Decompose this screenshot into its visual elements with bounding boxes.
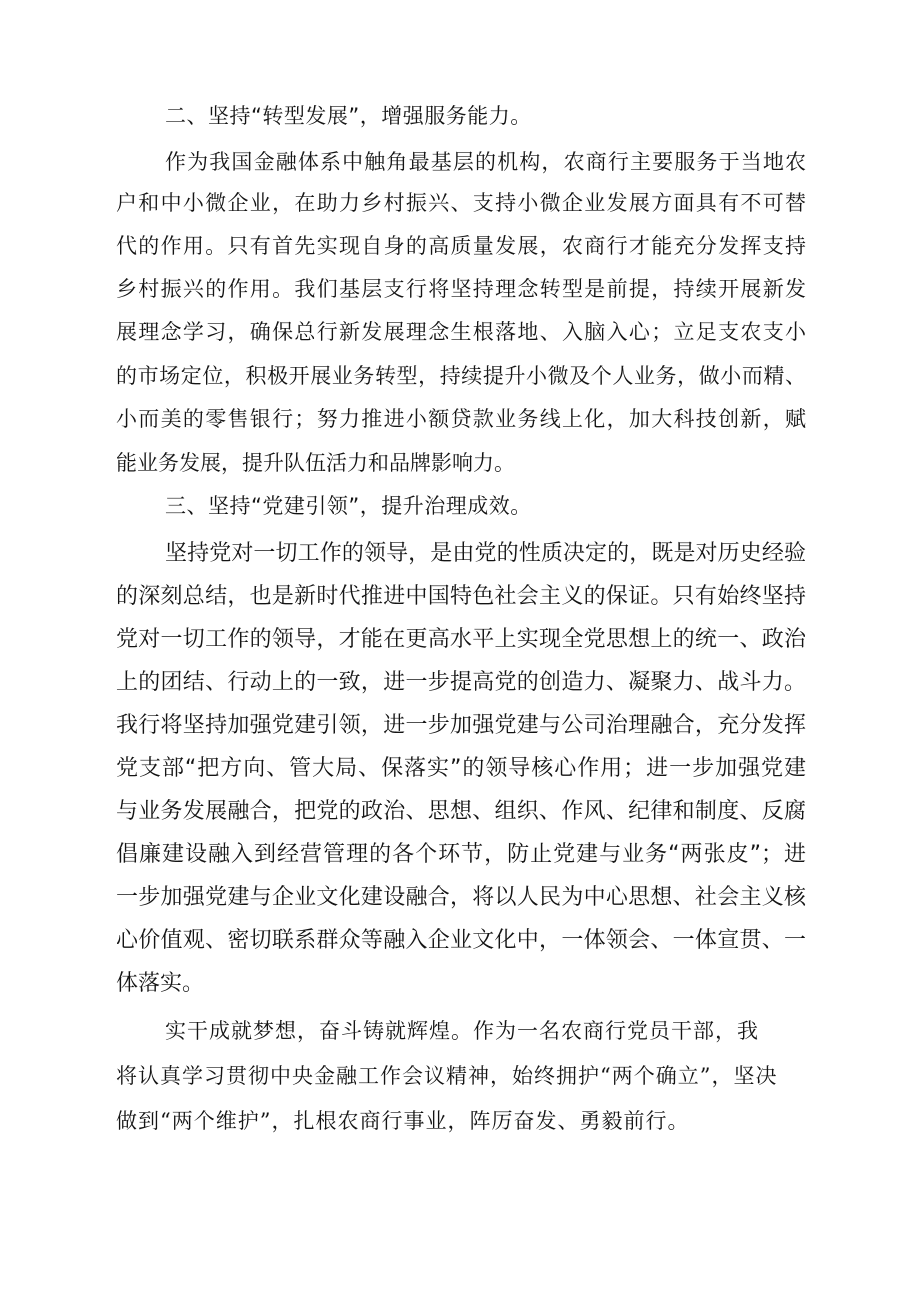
paragraph-line: 的市场定位，积极开展业务转型，持续提升小微及个人业务，做小而精、 bbox=[116, 364, 806, 388]
section-3-heading: 三、坚持“党建引领”，提升治理成效。 bbox=[165, 494, 532, 518]
paragraph-line: 小而美的零售银行；努力推进小额贷款业务线上化，加大科技创新，赋 bbox=[116, 407, 806, 431]
closing-line: 做到“两个维护”，扎根农商行事业，阵厉奋发、勇毅前行。 bbox=[116, 1109, 690, 1133]
paragraph-line: 一步加强党建与企业文化建设融合，将以人民为中心思想、社会主义核 bbox=[116, 885, 806, 910]
paragraph-line: 代的作用。只有首先实现自身的高质量发展，农商行才能充分发挥支持 bbox=[116, 234, 806, 258]
section-2-heading: 二、坚持“转型发展”，增强服务能力。 bbox=[165, 104, 532, 128]
paragraph-line: 我行将坚持加强党建引领，进一步加强党建与公司治理融合，充分发挥 bbox=[116, 713, 806, 738]
paragraph-line: 户和中小微企业，在助力乡村振兴、支持小微企业发展方面具有不可替 bbox=[116, 191, 806, 215]
paragraph-line: 坚持党对一切工作的领导，是由党的性质决定的，既是对历史经验 bbox=[165, 541, 806, 566]
paragraph-line: 展理念学习，确保总行新发展理念生根落地、入脑入心；立足支农支小 bbox=[116, 320, 806, 344]
paragraph-line: 党对一切工作的领导，才能在更高水平上实现全党思想上的统一、政治 bbox=[116, 627, 806, 652]
closing-line: 将认真学习贯彻中央金融工作会议精神，始终拥护“两个确立”，坚决 bbox=[116, 1064, 778, 1088]
paragraph-line: 能业务发展，提升队伍活力和品牌影响力。 bbox=[116, 451, 515, 475]
paragraph-line: 与业务发展融合，把党的政治、思想、组织、作风、纪律和制度、反腐 bbox=[116, 799, 806, 824]
paragraph-line: 作为我国金融体系中触角最基层的机构，农商行主要服务于当地农 bbox=[165, 150, 806, 174]
paragraph-line: 体落实。 bbox=[116, 971, 205, 996]
paragraph-line: 心价值观、密切联系群众等融入企业文化中，一体领会、一体宣贯、一 bbox=[116, 928, 806, 953]
paragraph-line: 党支部“把方向、管大局、保落实”的领导核心作用；进一步加强党建 bbox=[116, 756, 806, 781]
closing-line: 实干成就梦想，奋斗铸就辉煌。作为一名农商行党员干部，我 bbox=[165, 1019, 759, 1043]
paragraph-line: 倡廉建设融入到经营管理的各个环节，防止党建与业务“两张皮”；进 bbox=[116, 842, 806, 867]
paragraph-line: 上的团结、行动上的一致，进一步提高党的创造力、凝聚力、战斗力。 bbox=[116, 670, 806, 695]
paragraph-line: 的深刻总结，也是新时代推进中国特色社会主义的保证。只有始终坚持 bbox=[116, 584, 806, 609]
paragraph-line: 乡村振兴的作用。我们基层支行将坚持理念转型是前提，持续开展新发 bbox=[116, 277, 806, 301]
